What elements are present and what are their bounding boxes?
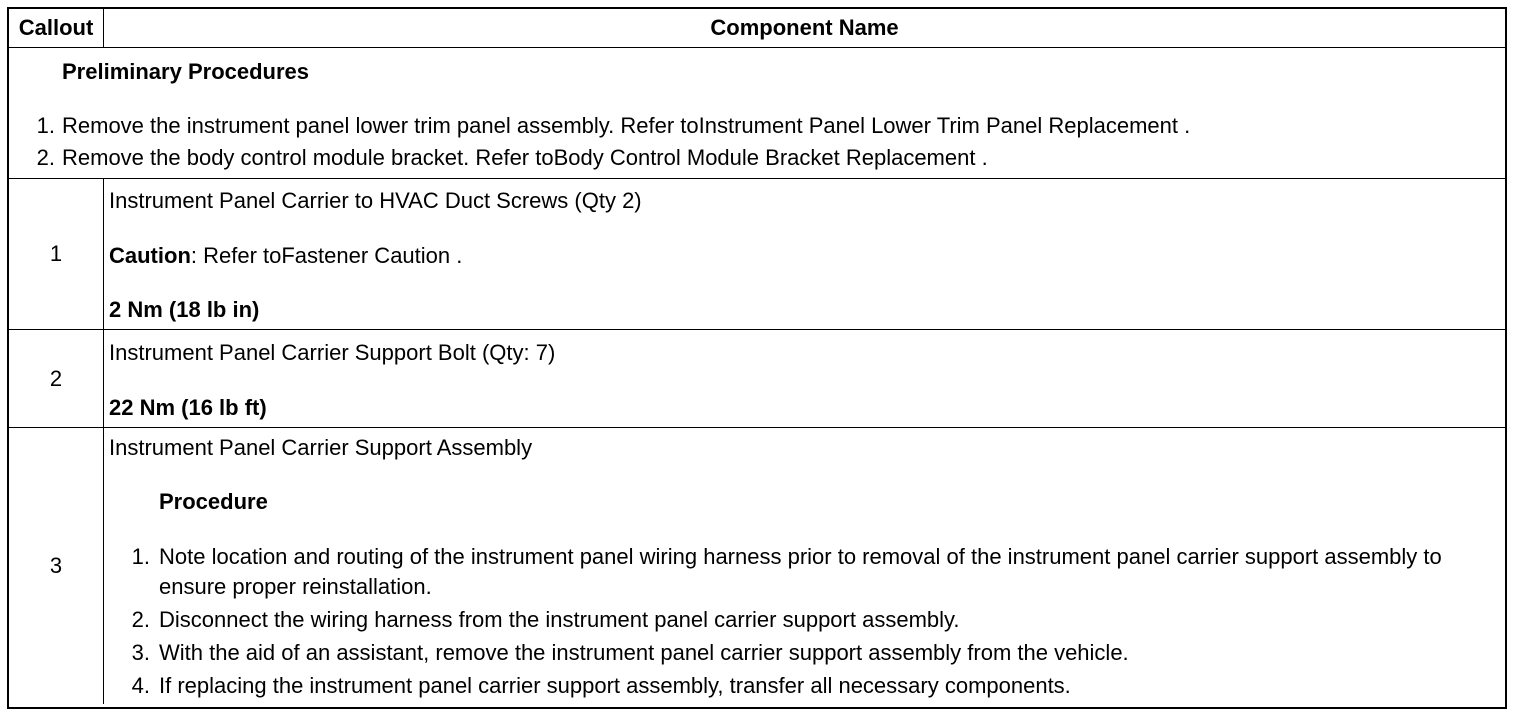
torque-spec: 2 Nm (18 lb in) — [109, 297, 260, 322]
preliminary-steps — [9, 112, 1190, 176]
component-name: Instrument Panel Carrier to HVAC Duct Screws (Qty 2) — [109, 188, 642, 213]
caution-text: : Refer toFastener Caution . — [190, 243, 463, 268]
step-text: Remove the instrument panel lower trim panel assembly. Refer toInstrument Panel Lower Trim Panel Replacement . — [62, 113, 1191, 138]
procedure-step — [104, 542, 1484, 602]
step-text: Remove the body control module bracket. Refer toBody Control Module Bracket Replacement . — [62, 145, 988, 170]
component-table — [9, 9, 1505, 704]
procedure-step — [104, 605, 1484, 635]
step-number: 1. — [36, 113, 55, 138]
preliminary-row — [9, 48, 1505, 179]
procedure-step — [104, 638, 1484, 668]
component-name-header: Component Name — [104, 9, 1506, 48]
table-row — [9, 330, 1505, 428]
component-name: Instrument Panel Carrier Support Assembly — [109, 435, 533, 460]
step-number: 3. — [131, 640, 150, 665]
component-table-frame — [7, 7, 1507, 709]
step-text: If replacing the instrument panel carrier support assembly, transfer all necessary components. — [159, 673, 1071, 698]
caution-label: Caution — [109, 243, 191, 268]
table-header-row — [9, 9, 1505, 48]
component-cell — [104, 179, 1506, 330]
preliminary-step — [9, 144, 1190, 176]
step-text: With the aid of an assistant, remove the instrument panel carrier support assembly from the vehicle. — [159, 640, 1129, 665]
step-text: Note location and routing of the instrument panel wiring harness prior to removal of the instrument panel carrier support assembly to ensure proper reinstallation. — [159, 544, 1442, 599]
table-row — [9, 179, 1505, 330]
preliminary-step — [9, 112, 1190, 144]
caution-line — [109, 242, 462, 270]
step-text: Disconnect the wiring harness from the instrument panel carrier support assembly. — [159, 607, 960, 632]
callout-header: Callout — [9, 9, 104, 48]
procedure-steps — [104, 542, 1484, 704]
component-cell — [104, 330, 1506, 428]
step-number: 4. — [131, 673, 150, 698]
step-number: 2. — [36, 145, 55, 170]
callout-cell: 2 — [9, 330, 104, 428]
component-name: Instrument Panel Carrier Support Bolt (Qty: 7) — [109, 340, 556, 365]
preliminary-title: Preliminary Procedures — [62, 59, 310, 84]
step-number: 2. — [131, 607, 150, 632]
preliminary-cell — [9, 48, 1505, 179]
procedure-title: Procedure — [159, 489, 268, 514]
torque-spec: 22 Nm (16 lb ft) — [109, 395, 267, 420]
callout-cell: 1 — [9, 179, 104, 330]
step-number: 1. — [131, 544, 150, 569]
component-cell — [104, 428, 1506, 705]
procedure-step — [104, 671, 1484, 701]
callout-cell: 3 — [9, 428, 104, 705]
table-row — [9, 428, 1505, 705]
